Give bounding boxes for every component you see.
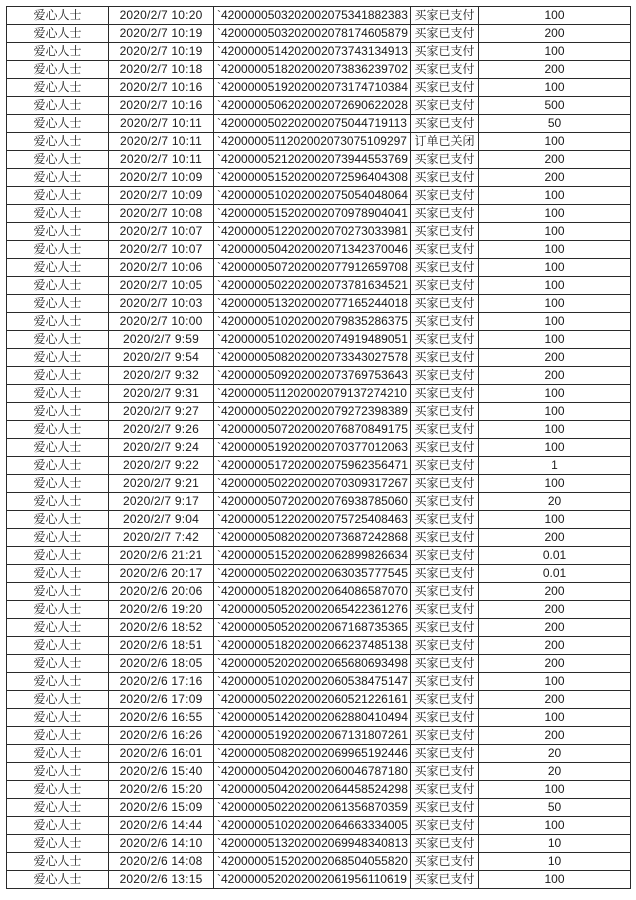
status-cell: 买家已支付 [411, 205, 479, 222]
transaction-id-cell: `4200000515202002070978904041 [214, 205, 411, 222]
table-row [7, 151, 631, 169]
time-cell: 2020/2/6 16:01 [109, 745, 214, 762]
time-cell: 2020/2/6 20:17 [109, 565, 214, 582]
donor-name-cell: 爱心人士 [7, 817, 109, 834]
donor-name-cell: 爱心人士 [7, 709, 109, 726]
time-cell: 2020/2/6 21:21 [109, 547, 214, 564]
amount-cell: 100 [479, 331, 631, 348]
transaction-id-cell: `4200000502202002070309317267 [214, 475, 411, 492]
donor-name-cell: 爱心人士 [7, 43, 109, 60]
transaction-id-cell: `4200000521202002073944553769 [214, 151, 411, 168]
status-cell: 买家已支付 [411, 439, 479, 456]
donor-name-cell: 爱心人士 [7, 7, 109, 24]
time-cell: 2020/2/6 20:06 [109, 583, 214, 600]
status-cell: 买家已支付 [411, 43, 479, 60]
amount-cell: 100 [479, 277, 631, 294]
table-row [7, 871, 631, 889]
donor-name-cell: 爱心人士 [7, 511, 109, 528]
transaction-id-cell: `4200000517202002075962356471 [214, 457, 411, 474]
donor-name-cell: 爱心人士 [7, 871, 109, 888]
time-cell: 2020/2/7 9:27 [109, 403, 214, 420]
amount-cell: 100 [479, 43, 631, 60]
time-cell: 2020/2/6 18:05 [109, 655, 214, 672]
transaction-id-cell: `4200000515202002062899826634 [214, 547, 411, 564]
table-row [7, 709, 631, 727]
status-cell: 买家已支付 [411, 763, 479, 780]
time-cell: 2020/2/7 10:11 [109, 115, 214, 132]
time-cell: 2020/2/7 10:07 [109, 241, 214, 258]
amount-cell: 100 [479, 439, 631, 456]
donor-name-cell: 爱心人士 [7, 781, 109, 798]
transaction-id-cell: `4200000508202002073343027578 [214, 349, 411, 366]
amount-cell: 10 [479, 853, 631, 870]
time-cell: 2020/2/7 10:16 [109, 79, 214, 96]
time-cell: 2020/2/7 10:05 [109, 277, 214, 294]
table-row [7, 403, 631, 421]
time-cell: 2020/2/7 10:16 [109, 97, 214, 114]
time-cell: 2020/2/7 10:08 [109, 205, 214, 222]
table-row [7, 763, 631, 781]
status-cell: 买家已支付 [411, 25, 479, 42]
time-cell: 2020/2/7 10:09 [109, 187, 214, 204]
table-row [7, 475, 631, 493]
table-row [7, 43, 631, 61]
transaction-id-cell: `4200000503202002075341882383 [214, 7, 411, 24]
donor-name-cell: 爱心人士 [7, 331, 109, 348]
amount-cell: 200 [479, 349, 631, 366]
time-cell: 2020/2/6 14:44 [109, 817, 214, 834]
amount-cell: 0.01 [479, 547, 631, 564]
table-row [7, 331, 631, 349]
status-cell: 买家已支付 [411, 853, 479, 870]
time-cell: 2020/2/6 18:52 [109, 619, 214, 636]
amount-cell: 100 [479, 133, 631, 150]
transaction-id-cell: `4200000519202002073174710384 [214, 79, 411, 96]
transaction-id-cell: `4200000502202002075044719113 [214, 115, 411, 132]
status-cell: 买家已支付 [411, 619, 479, 636]
transaction-id-cell: `4200000504202002064458524298 [214, 781, 411, 798]
status-cell: 买家已支付 [411, 817, 479, 834]
table-row [7, 637, 631, 655]
amount-cell: 200 [479, 529, 631, 546]
status-cell: 买家已支付 [411, 421, 479, 438]
status-cell: 买家已支付 [411, 61, 479, 78]
status-cell: 买家已支付 [411, 799, 479, 816]
transaction-id-cell: `4200000505202002067168735365 [214, 619, 411, 636]
transaction-id-cell: `4200000513202002069948340813 [214, 835, 411, 852]
status-cell: 买家已支付 [411, 673, 479, 690]
status-cell: 买家已支付 [411, 709, 479, 726]
status-cell: 买家已支付 [411, 529, 479, 546]
amount-cell: 200 [479, 637, 631, 654]
time-cell: 2020/2/6 18:51 [109, 637, 214, 654]
donor-name-cell: 爱心人士 [7, 583, 109, 600]
amount-cell: 100 [479, 7, 631, 24]
amount-cell: 100 [479, 313, 631, 330]
transaction-id-cell: `4200000505202002065422361276 [214, 601, 411, 618]
status-cell: 买家已支付 [411, 835, 479, 852]
table-row [7, 853, 631, 871]
donor-name-cell: 爱心人士 [7, 601, 109, 618]
table-row [7, 457, 631, 475]
table-row [7, 313, 631, 331]
amount-cell: 100 [479, 223, 631, 240]
transaction-id-cell: `4200000502202002079272398389 [214, 403, 411, 420]
status-cell: 买家已支付 [411, 637, 479, 654]
table-row [7, 565, 631, 583]
amount-cell: 100 [479, 475, 631, 492]
transaction-id-cell: `4200000515202002072596404308 [214, 169, 411, 186]
transaction-id-cell: `4200000515202002068504055820 [214, 853, 411, 870]
time-cell: 2020/2/7 10:09 [109, 169, 214, 186]
transaction-id-cell: `4200000514202002073743134913 [214, 43, 411, 60]
donor-name-cell: 爱心人士 [7, 673, 109, 690]
status-cell: 买家已支付 [411, 655, 479, 672]
table-row [7, 223, 631, 241]
time-cell: 2020/2/7 10:11 [109, 133, 214, 150]
donor-name-cell: 爱心人士 [7, 565, 109, 582]
status-cell: 买家已支付 [411, 151, 479, 168]
donor-name-cell: 爱心人士 [7, 421, 109, 438]
table-row [7, 259, 631, 277]
table-row [7, 547, 631, 565]
time-cell: 2020/2/6 15:20 [109, 781, 214, 798]
table-row [7, 673, 631, 691]
donor-name-cell: 爱心人士 [7, 115, 109, 132]
status-cell: 买家已支付 [411, 781, 479, 798]
status-cell: 买家已支付 [411, 871, 479, 888]
transaction-id-cell: `4200000519202002067131807261 [214, 727, 411, 744]
transaction-id-cell: `4200000503202002078174605879 [214, 25, 411, 42]
amount-cell: 20 [479, 493, 631, 510]
table-row [7, 619, 631, 637]
transaction-id-cell: `4200000507202002076870849175 [214, 421, 411, 438]
donor-name-cell: 爱心人士 [7, 655, 109, 672]
status-cell: 买家已支付 [411, 79, 479, 96]
status-cell: 买家已支付 [411, 547, 479, 564]
status-cell: 买家已支付 [411, 403, 479, 420]
amount-cell: 100 [479, 295, 631, 312]
time-cell: 2020/2/7 10:18 [109, 61, 214, 78]
time-cell: 2020/2/6 15:40 [109, 763, 214, 780]
donor-name-cell: 爱心人士 [7, 277, 109, 294]
amount-cell: 500 [479, 97, 631, 114]
table-row [7, 781, 631, 799]
time-cell: 2020/2/7 10:11 [109, 151, 214, 168]
transaction-id-cell: `4200000518202002064086587070 [214, 583, 411, 600]
amount-cell: 200 [479, 61, 631, 78]
amount-cell: 100 [479, 817, 631, 834]
donor-name-cell: 爱心人士 [7, 205, 109, 222]
donor-name-cell: 爱心人士 [7, 403, 109, 420]
time-cell: 2020/2/7 9:26 [109, 421, 214, 438]
donor-name-cell: 爱心人士 [7, 259, 109, 276]
status-cell: 买家已支付 [411, 493, 479, 510]
table-row [7, 25, 631, 43]
transaction-id-cell: `4200000520202002061956110619 [214, 871, 411, 888]
transaction-id-cell: `4200000510202002060538475147 [214, 673, 411, 690]
time-cell: 2020/2/6 13:15 [109, 871, 214, 888]
status-cell: 买家已支付 [411, 259, 479, 276]
time-cell: 2020/2/7 10:20 [109, 7, 214, 24]
status-cell: 买家已支付 [411, 583, 479, 600]
status-cell: 买家已支付 [411, 277, 479, 294]
transaction-id-cell: `4200000510202002079835286375 [214, 313, 411, 330]
table-row [7, 349, 631, 367]
status-cell: 买家已支付 [411, 565, 479, 582]
amount-cell: 200 [479, 691, 631, 708]
transaction-id-cell: `4200000520202002065680693498 [214, 655, 411, 672]
status-cell: 买家已支付 [411, 367, 479, 384]
table-row [7, 61, 631, 79]
donor-name-cell: 爱心人士 [7, 223, 109, 240]
table-row [7, 835, 631, 853]
table-row [7, 529, 631, 547]
transaction-id-cell: `4200000507202002077912659708 [214, 259, 411, 276]
amount-cell: 200 [479, 169, 631, 186]
time-cell: 2020/2/7 9:54 [109, 349, 214, 366]
time-cell: 2020/2/7 7:42 [109, 529, 214, 546]
time-cell: 2020/2/7 9:32 [109, 367, 214, 384]
table-row [7, 169, 631, 187]
status-cell: 买家已支付 [411, 331, 479, 348]
donor-name-cell: 爱心人士 [7, 637, 109, 654]
transaction-id-cell: `4200000504202002060046787180 [214, 763, 411, 780]
donor-name-cell: 爱心人士 [7, 241, 109, 258]
time-cell: 2020/2/6 19:20 [109, 601, 214, 618]
donor-name-cell: 爱心人士 [7, 547, 109, 564]
status-cell: 买家已支付 [411, 511, 479, 528]
table-row [7, 385, 631, 403]
donor-name-cell: 爱心人士 [7, 475, 109, 492]
status-cell: 买家已支付 [411, 691, 479, 708]
status-cell: 买家已支付 [411, 457, 479, 474]
amount-cell: 100 [479, 79, 631, 96]
table-row [7, 115, 631, 133]
table-row [7, 439, 631, 457]
table-row [7, 7, 631, 25]
time-cell: 2020/2/7 10:07 [109, 223, 214, 240]
donor-name-cell: 爱心人士 [7, 835, 109, 852]
amount-cell: 100 [479, 871, 631, 888]
table-row [7, 745, 631, 763]
status-cell: 买家已支付 [411, 601, 479, 618]
status-cell: 买家已支付 [411, 7, 479, 24]
donor-name-cell: 爱心人士 [7, 133, 109, 150]
donor-name-cell: 爱心人士 [7, 763, 109, 780]
amount-cell: 20 [479, 763, 631, 780]
table-row [7, 421, 631, 439]
time-cell: 2020/2/7 9:24 [109, 439, 214, 456]
transaction-id-cell: `4200000511202002079137274210 [214, 385, 411, 402]
status-cell: 买家已支付 [411, 475, 479, 492]
time-cell: 2020/2/7 9:22 [109, 457, 214, 474]
time-cell: 2020/2/7 9:17 [109, 493, 214, 510]
amount-cell: 200 [479, 655, 631, 672]
time-cell: 2020/2/7 10:19 [109, 25, 214, 42]
amount-cell: 200 [479, 151, 631, 168]
amount-cell: 50 [479, 115, 631, 132]
table-row [7, 691, 631, 709]
donor-name-cell: 爱心人士 [7, 691, 109, 708]
donor-name-cell: 爱心人士 [7, 367, 109, 384]
time-cell: 2020/2/7 9:59 [109, 331, 214, 348]
donor-name-cell: 爱心人士 [7, 349, 109, 366]
status-cell: 买家已支付 [411, 313, 479, 330]
status-cell: 订单已关闭 [411, 133, 479, 150]
time-cell: 2020/2/6 16:55 [109, 709, 214, 726]
donor-name-cell: 爱心人士 [7, 313, 109, 330]
donation-table [6, 6, 631, 889]
amount-cell: 50 [479, 799, 631, 816]
amount-cell: 100 [479, 403, 631, 420]
time-cell: 2020/2/6 16:26 [109, 727, 214, 744]
table-row [7, 205, 631, 223]
transaction-id-cell: `4200000502202002063035777545 [214, 565, 411, 582]
time-cell: 2020/2/7 9:21 [109, 475, 214, 492]
amount-cell: 100 [479, 259, 631, 276]
status-cell: 买家已支付 [411, 295, 479, 312]
table-row [7, 79, 631, 97]
amount-cell: 100 [479, 709, 631, 726]
amount-cell: 10 [479, 835, 631, 852]
status-cell: 买家已支付 [411, 385, 479, 402]
transaction-id-cell: `4200000510202002074919489051 [214, 331, 411, 348]
transaction-id-cell: `4200000512202002070273033981 [214, 223, 411, 240]
table-row [7, 583, 631, 601]
table-row [7, 295, 631, 313]
donor-name-cell: 爱心人士 [7, 439, 109, 456]
table-row [7, 133, 631, 151]
donor-name-cell: 爱心人士 [7, 25, 109, 42]
time-cell: 2020/2/6 14:10 [109, 835, 214, 852]
amount-cell: 1 [479, 457, 631, 474]
amount-cell: 100 [479, 781, 631, 798]
transaction-id-cell: `4200000510202002075054048064 [214, 187, 411, 204]
status-cell: 买家已支付 [411, 349, 479, 366]
donor-name-cell: 爱心人士 [7, 799, 109, 816]
amount-cell: 100 [479, 241, 631, 258]
amount-cell: 200 [479, 25, 631, 42]
amount-cell: 100 [479, 673, 631, 690]
donor-name-cell: 爱心人士 [7, 727, 109, 744]
status-cell: 买家已支付 [411, 97, 479, 114]
status-cell: 买家已支付 [411, 223, 479, 240]
donor-name-cell: 爱心人士 [7, 745, 109, 762]
time-cell: 2020/2/6 17:16 [109, 673, 214, 690]
table-row [7, 187, 631, 205]
table-row [7, 277, 631, 295]
amount-cell: 200 [479, 601, 631, 618]
donor-name-cell: 爱心人士 [7, 61, 109, 78]
time-cell: 2020/2/7 10:19 [109, 43, 214, 60]
status-cell: 买家已支付 [411, 115, 479, 132]
time-cell: 2020/2/6 14:08 [109, 853, 214, 870]
transaction-id-cell: `4200000512202002075725408463 [214, 511, 411, 528]
transaction-id-cell: `4200000504202002071342370046 [214, 241, 411, 258]
amount-cell: 200 [479, 583, 631, 600]
donor-name-cell: 爱心人士 [7, 493, 109, 510]
donor-name-cell: 爱心人士 [7, 385, 109, 402]
table-row [7, 817, 631, 835]
amount-cell: 200 [479, 367, 631, 384]
transaction-id-cell: `4200000511202002073075109297 [214, 133, 411, 150]
table-row [7, 97, 631, 115]
donor-name-cell: 爱心人士 [7, 169, 109, 186]
donor-name-cell: 爱心人士 [7, 79, 109, 96]
transaction-id-cell: `4200000514202002062880410494 [214, 709, 411, 726]
transaction-id-cell: `4200000513202002077165244018 [214, 295, 411, 312]
status-cell: 买家已支付 [411, 727, 479, 744]
status-cell: 买家已支付 [411, 187, 479, 204]
table-row [7, 601, 631, 619]
donor-name-cell: 爱心人士 [7, 529, 109, 546]
amount-cell: 100 [479, 205, 631, 222]
table-row [7, 241, 631, 259]
amount-cell: 0.01 [479, 565, 631, 582]
status-cell: 买家已支付 [411, 169, 479, 186]
table-row [7, 367, 631, 385]
transaction-id-cell: `4200000507202002076938785060 [214, 493, 411, 510]
time-cell: 2020/2/6 17:09 [109, 691, 214, 708]
transaction-id-cell: `4200000518202002066237485138 [214, 637, 411, 654]
time-cell: 2020/2/6 15:09 [109, 799, 214, 816]
transaction-id-cell: `4200000509202002073769753643 [214, 367, 411, 384]
transaction-id-cell: `4200000502202002061356870359 [214, 799, 411, 816]
transaction-id-cell: `4200000510202002064663334005 [214, 817, 411, 834]
time-cell: 2020/2/7 9:31 [109, 385, 214, 402]
donor-name-cell: 爱心人士 [7, 187, 109, 204]
time-cell: 2020/2/7 10:06 [109, 259, 214, 276]
table-row [7, 511, 631, 529]
table-row [7, 799, 631, 817]
table-row [7, 727, 631, 745]
donor-name-cell: 爱心人士 [7, 457, 109, 474]
transaction-id-cell: `4200000502202002060521226161 [214, 691, 411, 708]
transaction-id-cell: `4200000518202002073836239702 [214, 61, 411, 78]
amount-cell: 100 [479, 187, 631, 204]
donor-name-cell: 爱心人士 [7, 853, 109, 870]
donor-name-cell: 爱心人士 [7, 295, 109, 312]
amount-cell: 100 [479, 385, 631, 402]
transaction-id-cell: `4200000502202002073781634521 [214, 277, 411, 294]
amount-cell: 200 [479, 727, 631, 744]
transaction-id-cell: `4200000508202002073687242868 [214, 529, 411, 546]
time-cell: 2020/2/7 10:03 [109, 295, 214, 312]
time-cell: 2020/2/7 9:04 [109, 511, 214, 528]
transaction-id-cell: `4200000506202002072690622028 [214, 97, 411, 114]
status-cell: 买家已支付 [411, 745, 479, 762]
amount-cell: 200 [479, 619, 631, 636]
donor-name-cell: 爱心人士 [7, 97, 109, 114]
table-row [7, 493, 631, 511]
transaction-id-cell: `4200000519202002070377012063 [214, 439, 411, 456]
amount-cell: 20 [479, 745, 631, 762]
transaction-id-cell: `4200000508202002069965192446 [214, 745, 411, 762]
donor-name-cell: 爱心人士 [7, 151, 109, 168]
donor-name-cell: 爱心人士 [7, 619, 109, 636]
amount-cell: 100 [479, 421, 631, 438]
time-cell: 2020/2/7 10:00 [109, 313, 214, 330]
table-row [7, 655, 631, 673]
amount-cell: 100 [479, 511, 631, 528]
status-cell: 买家已支付 [411, 241, 479, 258]
